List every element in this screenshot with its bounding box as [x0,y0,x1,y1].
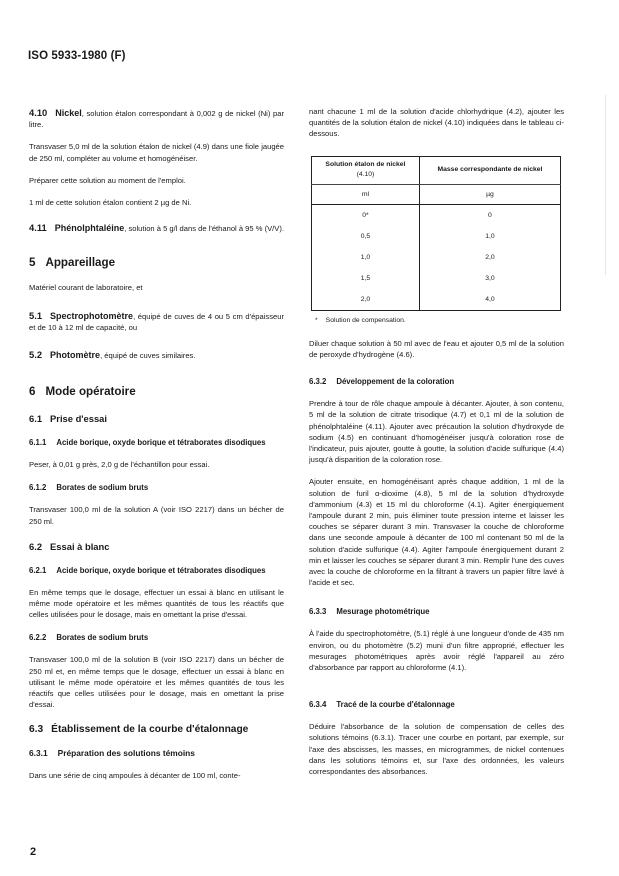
table-header-cell [312,156,420,184]
clause-4-11 [29,222,284,234]
document-header: ISO 5933-1980 (F) [28,50,126,62]
paragraph: Matériel courant de laboratoire, et [29,283,143,293]
table-footnote [315,315,564,326]
paragraph: Diluer chaque solution à 50 ml avec de l'eau et ajouter 0,5 ml de la solution de peroxyde d'hydrogène (4.6). [309,338,564,360]
header-label: Masse correspondante de nickel [437,166,543,174]
clause-number: 5.2 [29,349,43,361]
table-row [312,289,561,311]
subsection-title: Prise d'essai [50,413,108,425]
table-row [312,247,561,268]
clause-definition: , équipé de cuves similaires. [100,351,196,361]
clause-number: 4.10 [29,107,48,118]
left-column [29,107,284,793]
paragraph: nant chacune 1 ml de la solution d'acide chlorhydrique (4.2), ajouter les quantités de la solution étalon de nickel (4.10) indiquées dans le tableau ci-dessous. [309,107,564,139]
subsection-heading-6-2 [29,541,284,553]
section-number: 6 [29,385,36,399]
table-row [312,226,561,247]
clause-number: 5.1 [29,309,43,321]
subsection-title: Essai à blanc [50,540,110,552]
page-number: 2 [30,846,37,858]
subsubsection-title: Acide borique, oxyde borique et tétraborates disodiques [56,565,266,575]
clause-definition: , solution étalon correspondant à 0,002 g de nickel (Ni) par litre. [29,109,284,130]
subsubsection-heading-6-3-3 [309,606,564,617]
header-sublabel: (4.10) [356,171,375,179]
subsubsection-number: 6.1.1 [29,438,47,448]
footnote-mark: * [315,316,318,324]
subsubsection-number: 6.3.1 [29,748,48,759]
subsubsection-number: 6.3.2 [309,377,327,387]
section-heading-6 [29,385,284,399]
clause-number: 4.11 [29,222,47,234]
paragraph: Transvaser 100,0 ml de la solution B (voir ISO 2217) dans un bécher de 250 ml et, en même temps que le dosage, effectuer un essai à blanc en utilisant le même mode opératoire et les mêmes quantités de tous les réactifs que celles utilisées pour le dosage, mais en omettant la prise d'essai. [29,655,284,710]
section-number: 5 [29,256,36,270]
subsubsection-title: Tracé de la courbe d'étalonnage [336,700,455,710]
clause-definition: , équipé de cuves de 4 ou 5 cm d'épaisseur et de 10 à 12 ml de capacité, ou [29,311,284,332]
table-units-row [312,184,561,204]
paragraph: En même temps que le dosage, effectuer un essai à blanc en utilisant le même mode opératoire et les mêmes quantités de tous les réactifs que celles utilisées pour le dosage, mais en omettant la prise d'essai. [29,587,284,620]
subsubsection-heading-6-3-4 [309,699,564,710]
subsubsection-title: Acide borique, oxyde borique et tétraborates disodiques [56,438,266,448]
table-cell: 0 [419,204,560,226]
nickel-standard-table [311,156,561,311]
section-title: Mode opératoire [45,385,136,399]
table-cell: 3,0 [419,268,560,289]
paragraph: Transvaser 100,0 ml de la solution A (voir ISO 2217) dans un bécher de 250 ml. [29,505,284,526]
paragraph: Ajouter ensuite, en homogénéisant après chaque addition, 1 ml de la solution de furil α-dioxime (4.8), 5 ml de la solution d'hydroxyde d'ammonium (4.3) et 15 ml du chloroforme (4.1). Agiter énergiquement l'ampoule durant 2 min, puis éliminer toute pression interne et laisser les couches se séparer durant 3 min. Transvaser la couche de chloroforme dans une seconde ampoule à décanter de 100 ml contenant 50 ml de la solution d'acide sulfurique (4.4). Agiter l'ampoule énergiquement durant 2 min et laisser les couches se séparer durant 3 min. Remplir l'une des cuves avec la couche de chloroforme en la filtrant à travers un papier filtre lavé à l'acide et sec. [309,477,564,588]
clause-term: Spectrophotomètre [50,310,134,321]
table-row [312,204,561,226]
table-cell: 2,0 [360,295,371,303]
table-cell: 4,0 [419,289,560,311]
subsubsection-heading-6-3-1 [29,748,284,759]
clause-5-1 [29,310,284,333]
scan-artifact-line [605,95,606,275]
paragraph: Dans une série de cinq ampoules à décanter de 100 ml, conte- [29,771,241,781]
paragraph: Transvaser 5,0 ml de la solution étalon de nickel (4.9) dans une fiole jaugée de 250 ml, compléter au volume et homogénéiser. [29,142,284,163]
table-cell: 1,0 [419,226,560,247]
table-row [312,268,561,289]
clause-term: Phénolphtaléine [54,223,125,234]
subsection-heading-6-3 [29,724,284,736]
subsubsection-heading-6-3-2 [309,376,564,387]
clause-4-10 [29,107,284,130]
subsection-number: 6.2 [29,540,43,552]
table-header-cell [419,156,560,184]
table-cell: ml [312,184,420,204]
section-heading-5 [29,256,284,270]
table-cell: µg [419,184,560,204]
subsubsection-title: Mesurage photométrique [336,607,430,617]
table-cell: 0,5 [360,232,371,240]
table-cell: 1,0 [360,253,371,261]
subsubsection-heading-6-1-1 [29,437,284,448]
paragraph: Prendre à tour de rôle chaque ampoule à décanter. Ajouter, à son contenu, 5 ml de la solution de citrate trisodique (4.7) et 0,1 ml de la solution de phénolphtaléine (4.11). Ajouter avec précaution la solution d'hydroxyde de sodium (4.5) en continuant d'homogénéiser jusqu'à coloration rose de l'indicateur, puis ajouter, goutte à goutte, la solution d'acide sulfurique (4.4) jusqu'à disparition de la coloration rose. [309,399,564,465]
header-label: Solution étalon de nickel [325,161,406,169]
subsubsection-title: Borates de sodium bruts [56,483,149,493]
subsubsection-number: 6.2.2 [29,633,47,643]
clause-5-2 [29,349,284,361]
clause-term: Photomètre [50,350,101,361]
clause-definition: , solution à 5 g/l dans de l'éthanol à 95 % (V/V). [124,224,285,234]
subsubsection-number: 6.2.1 [29,565,47,575]
right-column [309,106,564,788]
subsubsection-number: 6.3.3 [309,607,327,617]
subsubsection-title: Préparation des solutions témoins [57,748,195,759]
section-title: Appareillage [45,256,116,270]
subsubsection-heading-6-2-1 [29,565,284,576]
paragraph: 1 ml de cette solution étalon contient 2 µg de Ni. [29,198,192,208]
subsection-heading-6-1 [29,413,284,425]
table-cell: 0* [362,211,369,219]
subsubsection-number: 6.3.4 [309,700,327,710]
table-cell: 1,5 [360,274,371,282]
clause-term: Nickel [55,108,82,118]
subsubsection-title: Développement de la coloration [336,377,455,387]
footnote-text: Solution de compensation. [325,316,406,324]
paragraph: Préparer cette solution au moment de l'emploi. [29,175,186,185]
subsubsection-title: Borates de sodium bruts [56,633,149,643]
subsection-number: 6.3 [29,724,44,736]
subsubsection-heading-6-2-2 [29,632,284,643]
subsubsection-number: 6.1.2 [29,483,47,493]
paragraph: Déduire l'absorbance de la solution de compensation de celles des solutions témoins (6.3.1). Tracer une courbe en portant, par exemple, sur l'axe des abscisses, les masses, en microgrammes, de nickel contenues dans les solutions témoins et, sur l'axe des ordonnées, les valeurs correspondantes des absorbances. [309,722,564,777]
paragraph: À l'aide du spectrophotomètre, (5.1) réglé à une longueur d'onde de 435 nm environ, ou du photomètre (5.2) muni d'un filtre approprié, effectuer les mesurages photométriques après avoir réglé l'appareil au zéro d'absorbance par rapport au chloroforme (4.1). [309,629,564,673]
subsubsection-heading-6-1-2 [29,482,284,493]
subsection-title: Établissement de la courbe d'étalonnage [51,724,249,736]
paragraph: Peser, à 0,01 g près, 2,0 g de l'échantillon pour essai. [29,460,210,470]
table-header-row [312,156,561,184]
subsection-number: 6.1 [29,413,43,425]
table-cell: 2,0 [419,247,560,268]
